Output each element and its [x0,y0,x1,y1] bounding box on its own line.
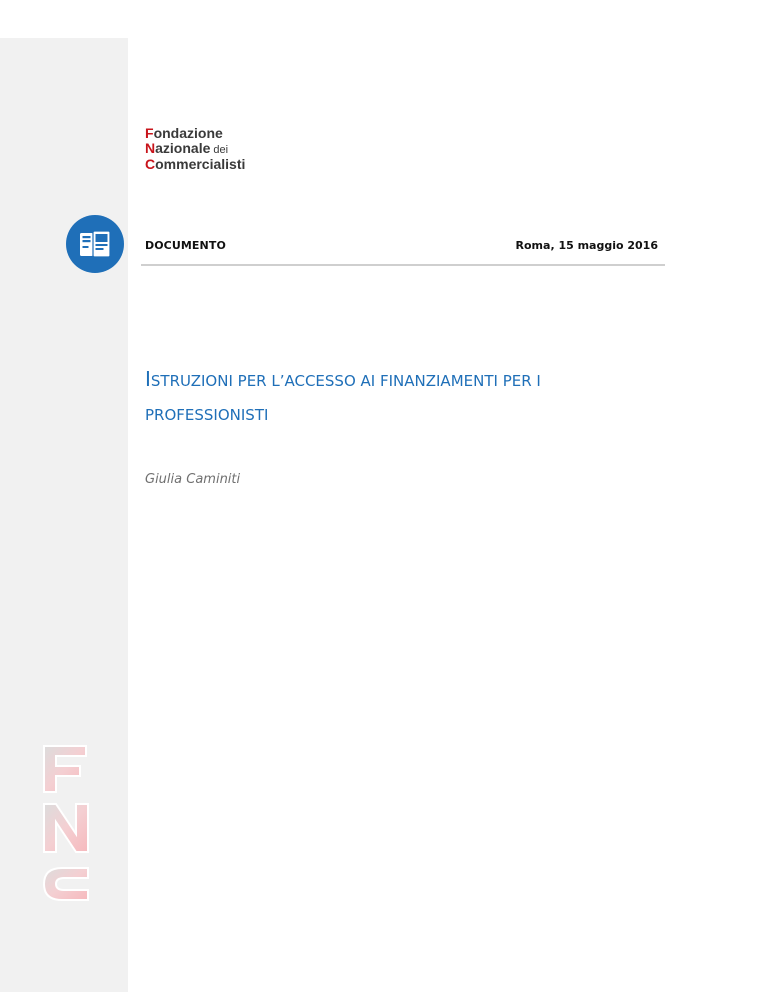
document-date: Roma, 15 maggio 2016 [515,239,658,252]
logo-line-3: Commercialisti [145,156,246,172]
title-line-1: STRUZIONI PER L’ACCESSO AI FINANZIAMENTI PER I [150,372,541,390]
fnc-logo [145,126,245,172]
title-first-letter: I [145,367,151,391]
fnc-watermark [38,740,94,908]
logo-line-2: Nazionale dei [145,139,229,156]
logo-line-1: Fondazione [145,125,223,141]
watermark-letter-f [44,746,86,792]
document-type-label: DOCUMENTO [145,239,226,252]
header-divider [141,264,665,266]
title-line-2: PROFESSIONISTI [145,406,269,424]
watermark-letter-n [44,804,88,852]
document-stack-icon [63,215,127,273]
page-title [145,362,705,432]
watermark-letter-c [44,868,88,900]
author-name: Giulia Caminiti [145,472,241,487]
